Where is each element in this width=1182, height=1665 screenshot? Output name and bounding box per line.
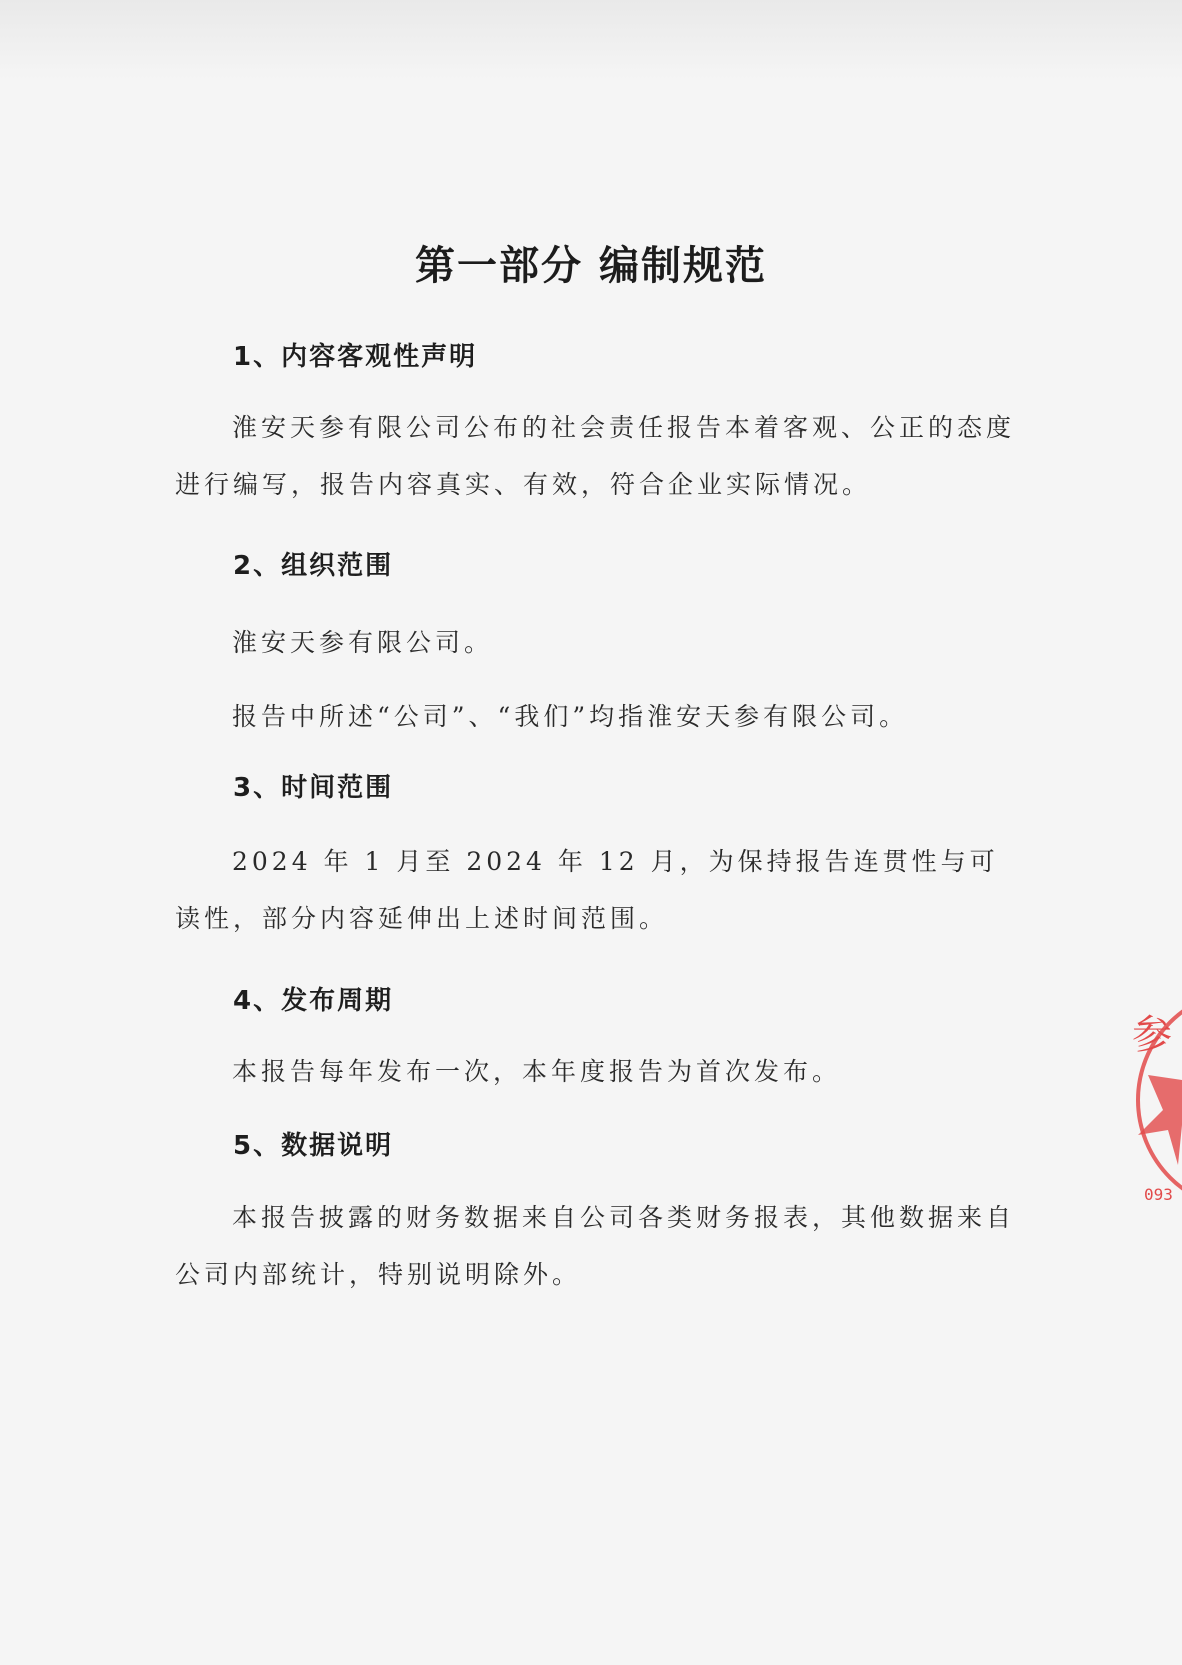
section-heading-objectivity: 1、内容客观性声明 bbox=[233, 342, 478, 372]
paragraph-objectivity: 淮安天参有限公司公布的社会责任报告本着客观、公正的态度进行编写，报告内容真实、有效，符合企业实际情况。 bbox=[175, 413, 1016, 499]
company-seal bbox=[1128, 985, 1182, 1215]
page-title: 第一部分 编制规范 bbox=[415, 243, 767, 289]
paragraph-scope-company: 淮安天参有限公司。 bbox=[232, 628, 494, 657]
seal-number: 093 bbox=[1144, 1185, 1173, 1204]
section-heading-time: 3、时间范围 bbox=[233, 773, 394, 803]
paragraph-scope-definition: 报告中所述“公司”、“我们”均指淮安天参有限公司。 bbox=[232, 702, 909, 731]
paragraph-time: 2024 年 1 月至 2024 年 12 月，为保持报告连贯性与可读性，部分内容延伸出上述时间范围。 bbox=[175, 847, 999, 933]
paragraph-cycle: 本报告每年发布一次，本年度报告为首次发布。 bbox=[232, 1057, 842, 1086]
seal-character: 参 bbox=[1132, 1012, 1172, 1058]
section-heading-scope: 2、组织范围 bbox=[233, 551, 394, 581]
scan-shadow bbox=[0, 0, 1182, 80]
paragraph-data: 本报告披露的财务数据来自公司各类财务报表，其他数据来自公司内部统计，特别说明除外。 bbox=[175, 1203, 1016, 1289]
section-heading-data: 5、数据说明 bbox=[233, 1131, 394, 1161]
section-heading-cycle: 4、发布周期 bbox=[233, 986, 394, 1016]
